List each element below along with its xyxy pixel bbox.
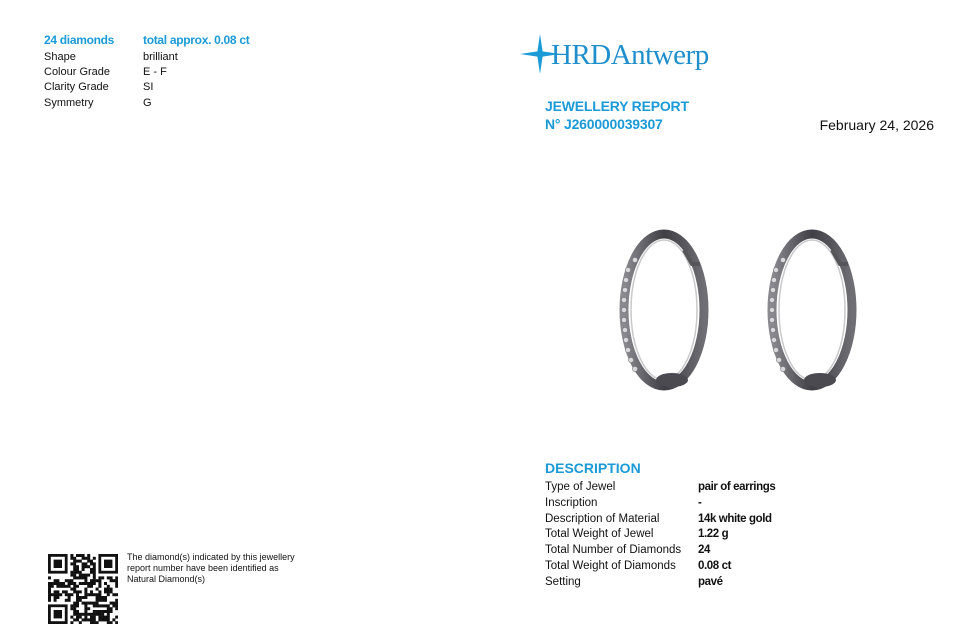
desc-key: Description of Material <box>545 513 660 525</box>
spec-value: SI <box>143 81 154 93</box>
spec-key: Symmetry <box>44 97 94 109</box>
desc-value: pavé <box>698 576 723 588</box>
desc-key: Total Weight of Jewel <box>545 528 654 540</box>
report-date: February 24, 2026 <box>819 117 934 133</box>
diamond-total-weight: total approx. 0.08 ct <box>143 33 250 47</box>
note-line-1: The diamond(s) indicated by this jewellery <box>127 552 295 562</box>
desc-key: Total Weight of Diamonds <box>545 560 676 572</box>
desc-key: Setting <box>545 576 581 588</box>
spec-key: Shape <box>44 51 76 63</box>
desc-key: Type of Jewel <box>545 481 616 493</box>
report-number: N° J260000039307 <box>545 116 663 132</box>
hrd-antwerp-logo <box>518 36 718 76</box>
logo-antwerp: Antwerp <box>610 39 709 71</box>
spec-key: Clarity Grade <box>44 81 109 93</box>
spec-key: Colour Grade <box>44 66 111 78</box>
spec-value: E - F <box>143 66 167 78</box>
desc-key: Inscription <box>545 497 598 509</box>
desc-value: pair of earrings <box>698 481 776 493</box>
desc-value: - <box>698 497 702 509</box>
spec-value: G <box>143 97 152 109</box>
earring-right <box>769 234 852 387</box>
logo-wordmark <box>551 39 709 72</box>
natural-diamond-note <box>127 552 295 585</box>
earrings-photo <box>600 220 880 400</box>
spec-value: brilliant <box>143 51 178 63</box>
desc-value: 0.08 ct <box>698 560 732 572</box>
qr-code[interactable] <box>48 554 118 624</box>
earring-left <box>621 234 704 387</box>
desc-key: Total Number of Diamonds <box>545 544 682 556</box>
report-title: JEWELLERY REPORT <box>545 98 689 114</box>
description-heading: DESCRIPTION <box>545 460 641 476</box>
logo-hrd: HRD <box>551 39 611 71</box>
note-line-2: report number have been identified as <box>127 563 279 573</box>
desc-value: 14k white gold <box>698 513 772 525</box>
desc-value: 24 <box>698 544 710 556</box>
diamond-count: 24 diamonds <box>44 33 115 47</box>
desc-value: 1.22 g <box>698 528 729 540</box>
note-line-3: Natural Diamond(s) <box>127 574 206 584</box>
